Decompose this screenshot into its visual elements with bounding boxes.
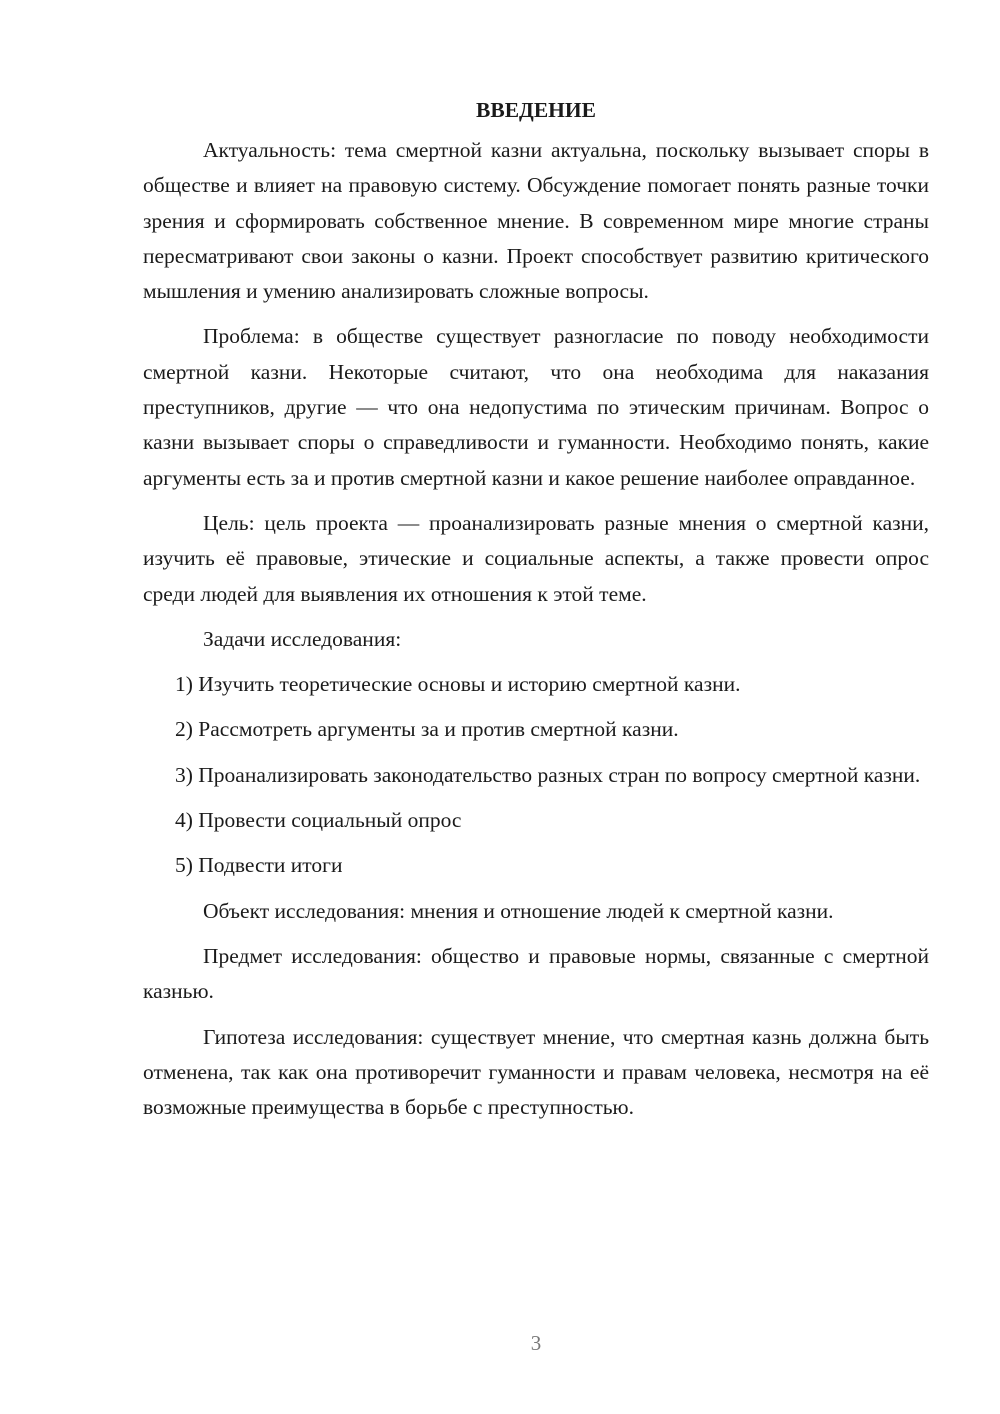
- task-item-5: 5) Подвести итоги: [175, 853, 343, 878]
- page-number: 3: [530, 1331, 542, 1355]
- paragraph-problem: Проблема: в обществе существует разногласие по поводу необходимости смертной казни. Некоторые считают, что она необходима для наказания преступников, другие — что она недопустима по этическим причинам. Вопрос о казни вызывает споры о справедливости и гуманности. Необходимо понять, какие аргументы есть за и против смертной казни и какое решение наиболее оправданное.: [143, 324, 929, 490]
- task-item-3: 3) Проанализировать законодательство разных стран по вопросу смертной казни.: [175, 762, 921, 787]
- section-title: ВВЕДЕНИЕ: [476, 98, 596, 122]
- task-item-4: 4) Провести социальный опрос: [175, 808, 462, 833]
- paragraph-hypothesis: Гипотеза исследования: существует мнение, что смертная казнь должна быть отменена, так как она противоречит гуманности и правам человека, несмотря на её возможные преимущества в борьбе с преступностью.: [143, 1024, 929, 1120]
- paragraph-relevance: Актуальность: тема смертной казни актуальна, поскольку вызывает споры в обществе и влияет на правовую систему. Обсуждение помогает понять разные точки зрения и сформировать собственное мнение. В современном мире многие страны пересматривают свои законы о казни. Проект способствует развитию критического мышления и умению анализировать сложные вопросы.: [143, 138, 929, 304]
- page-content: [143, 93, 929, 1135]
- task-item-2: 2) Рассмотреть аргументы за и против смертной казни.: [175, 717, 679, 742]
- task-item-1: 1) Изучить теоретические основы и историю смертной казни.: [175, 672, 741, 697]
- paragraph-subject: Предмет исследования: общество и правовые нормы, связанные с смертной казнью.: [143, 943, 929, 1004]
- paragraph-object: Объект исследования: мнения и отношение людей к смертной казни.: [203, 898, 834, 923]
- paragraph-goal: Цель: цель проекта — проанализировать разные мнения о смертной казни, изучить её правовые, этические и социальные аспекты, а также провести опрос среди людей для выявления их отношения к этой теме.: [143, 510, 929, 606]
- paragraph-tasks-heading: Задачи исследования:: [203, 626, 402, 651]
